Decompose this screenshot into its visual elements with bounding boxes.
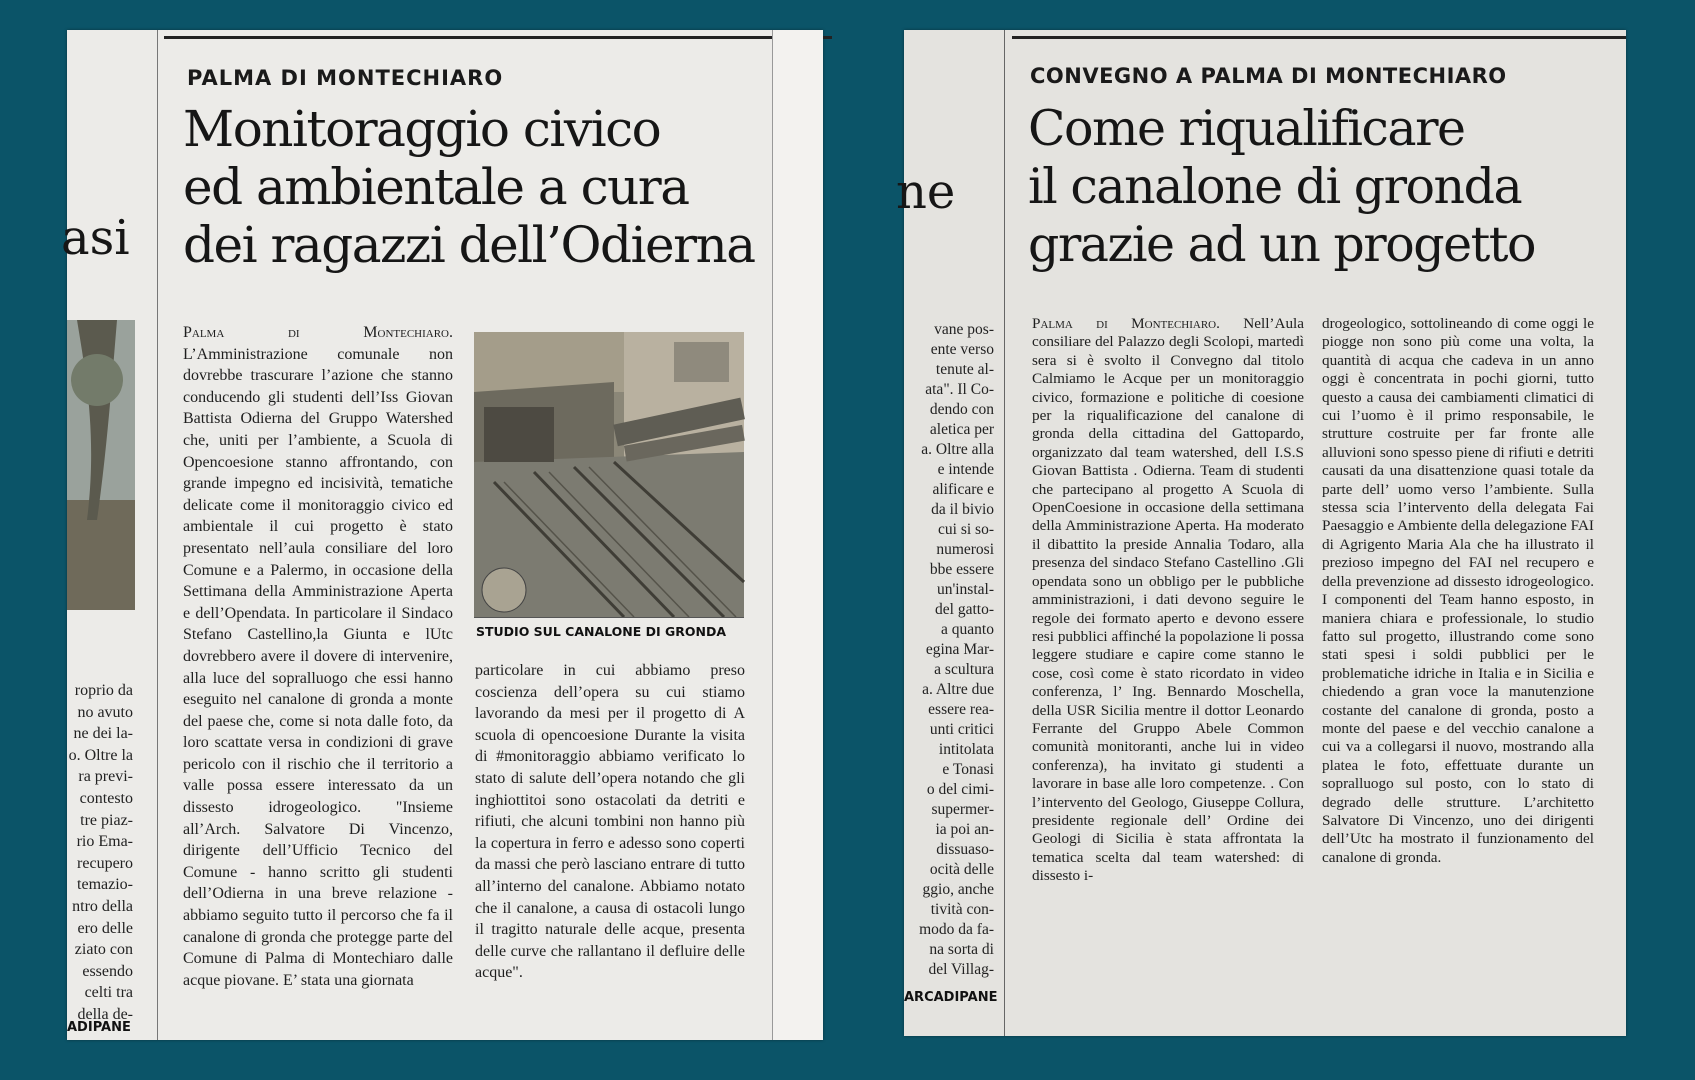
article-headline bbox=[183, 100, 755, 274]
side-text-line: un'instal- bbox=[936, 581, 994, 598]
side-text-line: numerosi bbox=[936, 541, 994, 558]
article-body-text: L’Amministrazione comunale non dovrebbe trascurare l’azione che stanno conducendo gli studenti dell’Iss Giovan Battista Odierna del Gruppo Watershed che, uniti per l’ambiente, a Scuola di Opencoesione stanno affrontando, con grande impegno ed incisività, tematiche delicate come il monitoraggio civico ed ambientale il cui progetto è stato presentato nell’aula consiliare del loro Comune e a Palermo, in occasione della Settimana della Amministrazione Aperta e dell’Opendata. In particolare il Sindaco Stefano Castellino,la Giunta e lUtc dovrebbero avere il dovere di intervenire, alla luce del sopralluogo che essi hanno eseguito nel canalone di gronda a monte del paese che, come si nota dalle foto, da loro scattate versa in condizioni di grave pericolo con il rischio che il territorio a valle possa essere interessato da un dissesto idrogeologico. "Insieme all’Arch. Salvatore Di Vincenzo, dirigente dell’Ufficio Tecnico del Comune - hanno scritto gli studenti dell’Odierna in una breve relazione - abbiamo seguito tutto il percorso che fa il canalone di gronda che protegge parte del Comune di Palma di Montechiaro dalle acque piovane. E’ stata una giornata bbox=[183, 345, 453, 989]
side-text-line: dendo con bbox=[929, 401, 994, 418]
side-text-line: ggio, anche bbox=[922, 881, 994, 898]
left-newspaper-clipping bbox=[61, 30, 823, 1040]
column-divider bbox=[157, 30, 158, 1040]
article-kicker: CONVEGNO A PALMA DI MONTECHIARO bbox=[1030, 64, 1507, 88]
side-fragment-heading: asi bbox=[61, 210, 130, 266]
side-text-line: egina Mar- bbox=[925, 641, 994, 658]
side-text-line: rio Ema- bbox=[76, 833, 133, 851]
side-text-line: temazio- bbox=[77, 876, 133, 894]
top-rule bbox=[164, 36, 832, 39]
side-text-line: na sorta di bbox=[929, 941, 994, 958]
side-text-line: del Villag- bbox=[928, 961, 994, 978]
side-text-line: o. Oltre la bbox=[68, 746, 133, 764]
side-text-line: ia poi an- bbox=[935, 821, 994, 838]
side-text-line: da il bivio bbox=[931, 501, 994, 518]
article-body-column-2 bbox=[1322, 315, 1594, 995]
side-text-line: a. Oltre alla bbox=[921, 441, 994, 458]
side-text-line: recupero bbox=[77, 854, 133, 872]
side-text-line: ocità delle bbox=[929, 861, 994, 878]
headline-line: ed ambientale a cura bbox=[183, 158, 689, 216]
caption-rule bbox=[474, 617, 744, 618]
side-column-text bbox=[67, 680, 133, 1026]
side-column-text bbox=[904, 320, 994, 980]
adjacent-page bbox=[773, 30, 823, 1040]
side-text-line: ntro della bbox=[72, 897, 133, 915]
side-text-line: cui si so- bbox=[938, 521, 994, 538]
article-body-column-1 bbox=[183, 322, 453, 1032]
side-text-line: e Tonasi bbox=[942, 761, 994, 778]
side-text-line: ne dei la- bbox=[73, 725, 133, 743]
article-body-column-1 bbox=[1032, 315, 1304, 1035]
side-text-line: a scultura bbox=[934, 661, 994, 678]
article-kicker: PALMA DI MONTECHIARO bbox=[187, 66, 504, 90]
article-body-column-2 bbox=[475, 660, 745, 1020]
side-text-line: essendo bbox=[82, 962, 133, 980]
side-text-line: ra previ- bbox=[78, 768, 133, 786]
headline-line: Monitoraggio civico bbox=[183, 100, 661, 158]
side-text-line: vane pos- bbox=[934, 321, 994, 338]
article-body-text: Nell’Aula consiliare del Palazzo degli Scolopi, martedì sera si è svolto il Convegno dal titolo Calmiamo le Acque per un monitoraggio civico, formazione e politiche di coesione per la riqualificazione del canalone di gronda della cittadina del Gattopardo, organizzato dal team watershed, dell I.S.S Giovan Battista . Odierna. Team di studenti che partecipano al progetto A Scuola di OpenCoesione in occasione della settimana della Amministrazione Aperta. Ha moderato il dibattito la preside Annalia Todaro, alla presenza del sindaco Stefano Castellino .Gli opendata sono un obbligo per le pubbliche amministrazioni, i dati devono seguire le regole dei formato aperto e devono essere resi pubblici affinché la popolazione li possa leggere studiare e capire come stanno le cose, così come è stato ricordato in video conferenza, l’ Ing. Bennardo Moschella, della USR Sicilia mentre il dottor Leonardo Ferrante del Gruppo Abele Common comunità monitoranti, anche lui in video conferenza), ha invitato gi studenti a lavorare in base alle loro competenze. . Con l’intervento del Geologo, Giuseppe Collura, presidente regionale dell’ Ordine dei Geologi di Sicilia è stata affrontata la tematica scelta dal team watershed: di dissesto i- bbox=[1032, 315, 1304, 885]
article-body-text: drogeologico, sottolineando di come oggi le piogge non sono più come una volta, la quantità di acqua che cadeva in un anno oggi è concentrata in pochi giorni, tutto questo a causa dei cambiamenti climatici di cui l’uomo è il primo responsabile, le strutture costruite per far fronte alle alluvioni sono spesso piene di rifiuti e detriti causati da una disattenzione quasi totale da parte dell’ uomo verso l’ambiente. Sulla stessa scia l’intervento della delegata Fai Paesaggio e Ambiente della delegazione FAI di Agrigento Maria Ala che ha illustrato il prezioso impegno del FAI nel recupero e della prevenzione ad dissesto idrogeologico. I componenti del Team hanno esposto, in maniera chiara e professionale, lo studio fatto sul progetto, illustrando come sono stati spesi i soldi pubblici per le problematiche idriche in Italia e in Sicilia e chiedendo a gran voce la manutenzione costante del canalone di gronda, posto a monte del paese e del vecchio canalone a cui va a collegarsi il nuovo, mostrando alla platea le foto, effettuate durante un sopralluogo sul posto, con lo stato di degrado delle strutture. L’architetto Salvatore Di Vincenzo, uno dei dirigenti dell’Utc ha mostrato il funzionamento del canalone di gronda. bbox=[1322, 315, 1594, 866]
article-dateline: Palma di Montechiaro. bbox=[1032, 315, 1220, 332]
headline-line: dei ragazzi dell’Odierna bbox=[183, 216, 755, 274]
side-text-line: dissuaso- bbox=[936, 841, 994, 858]
side-text-line: celti tra bbox=[84, 984, 133, 1002]
side-photo-fragment bbox=[67, 320, 135, 610]
side-author-footer: ADIPANE bbox=[67, 1020, 131, 1035]
column-divider bbox=[1004, 30, 1005, 1036]
article-dateline: Palma di Montechiaro. bbox=[183, 324, 453, 341]
side-author-footer: ARCADIPANE bbox=[904, 990, 998, 1005]
side-text-line: bbe essere bbox=[929, 561, 994, 578]
side-text-line: aletica per bbox=[929, 421, 994, 438]
side-text-line: a. Altre due bbox=[922, 681, 994, 698]
article-body-text: particolare in cui abbiamo preso coscienza dell’opera su cui stiamo lavorando da mesi per il progetto di A scuola di opencoesione Durante la visita di #monitoraggio abbiamo verificato lo stato di salute dell’opera notando che gli inghiottitoi sono ostacolati da detriti e rifiuti, che alcuni tombini non hanno più la copertura in ferro e adesso sono coperti da massi che però lasciano entrare di tutto all’interno del canalone. Abbiamo notato che il canalone, a causa di ostacoli lungo il tragitto naturale delle acque, presenta delle curve che rallantano il defluire delle acque". bbox=[475, 662, 745, 982]
side-text-line: del gatto- bbox=[935, 601, 994, 618]
side-text-line: unti critici bbox=[929, 721, 994, 738]
headline-line: grazie ad un progetto bbox=[1028, 216, 1535, 273]
side-text-line: roprio da bbox=[74, 682, 133, 699]
canal-photo bbox=[474, 332, 744, 617]
side-text-line: tenute al- bbox=[935, 361, 994, 378]
right-newspaper-clipping bbox=[896, 30, 1626, 1036]
side-text-line: intitolata bbox=[938, 741, 994, 758]
side-fragment-heading: ne bbox=[896, 164, 956, 220]
side-text-line: o del cimi- bbox=[926, 781, 994, 798]
side-text-line: tività con- bbox=[930, 901, 994, 918]
side-text-line: e intende bbox=[937, 461, 994, 478]
side-text-line: supermer- bbox=[931, 801, 994, 818]
top-rule bbox=[1012, 36, 1626, 39]
side-text-line: tre piaz- bbox=[80, 811, 133, 829]
side-text-line: modo da fa- bbox=[919, 921, 994, 938]
headline-line: il canalone di gronda bbox=[1028, 158, 1522, 215]
side-text-line: ata". Il Co- bbox=[925, 381, 994, 398]
side-text-line: no avuto bbox=[77, 703, 133, 721]
side-text-line: a quanto bbox=[941, 621, 994, 638]
side-text-line: ero delle bbox=[77, 919, 133, 937]
side-text-line: alificare e bbox=[932, 481, 994, 498]
side-text-line: della de- bbox=[77, 1005, 133, 1023]
side-text-line: ente verso bbox=[930, 341, 994, 358]
side-text-line: essere rea- bbox=[928, 701, 994, 718]
side-text-line: ziato con bbox=[74, 941, 133, 959]
headline-line: Come riqualificare bbox=[1028, 100, 1465, 157]
article-headline bbox=[1028, 100, 1535, 274]
photo-caption: STUDIO SUL CANALONE DI GRONDA bbox=[476, 624, 727, 639]
side-text-line: contesto bbox=[79, 789, 133, 807]
